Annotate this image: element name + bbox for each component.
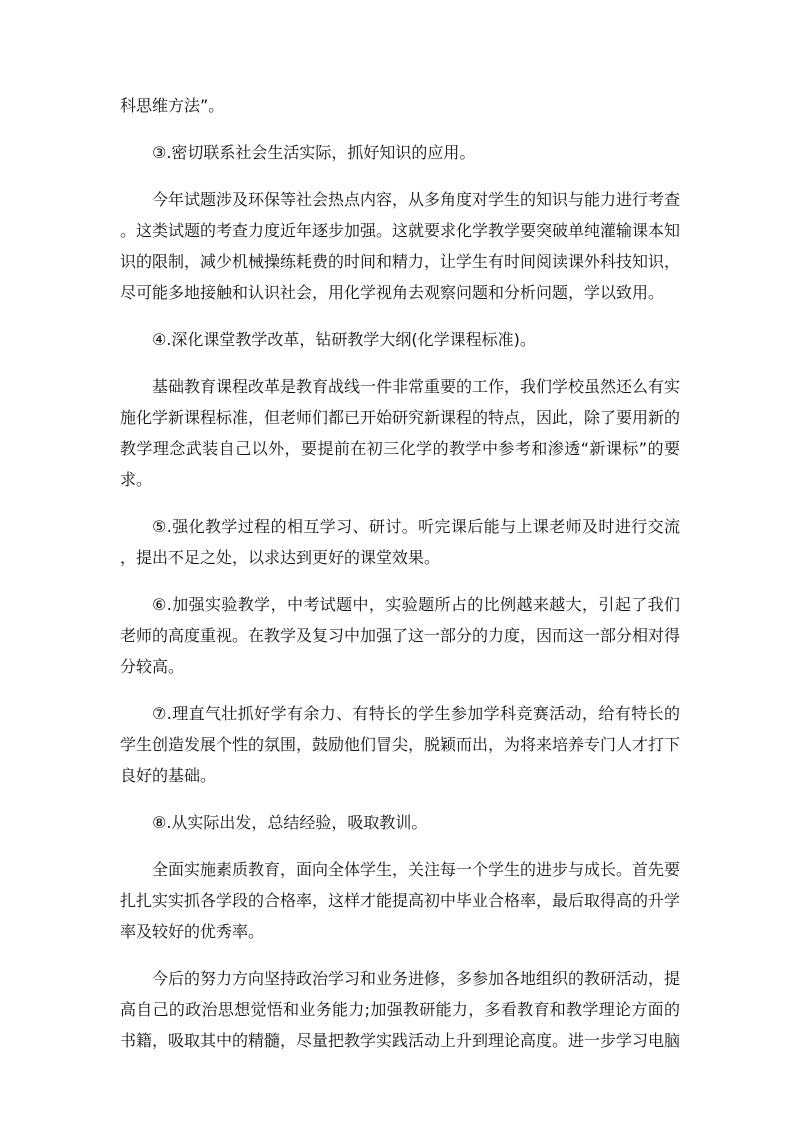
paragraph-item-3-body: 今年试题涉及环保等社会热点内容，从多角度对学生的知识与能力进行考查。这类试题的考查力度近年逐步加强。这就要求化学教学要突破单纯灌输课本知识的限制，减少机械操练耗费的时间和精力，让学生有时间阅读课外科技知识，尽可能多地接触和认识社会，用化学视角去观察问题和分析问题，学以致用。 — [120, 190, 681, 302]
paragraph-item-6: ⑥.加强实验教学，中考试题中，实验题所占的比例越来越大，引起了我们老师的高度重视。在教学及复习中加强了这一部分的力度，因而这一部分相对得分较高。 — [120, 595, 681, 676]
paragraph-future-direction: 今后的努力方向坚持政治学习和业务进修，多参加各地组织的教研活动，提高自己的政治思想觉悟和业务能力;加强教研能力，多看教育和教学理论方面的书籍，吸取其中的精髓，尽量把教学实践活动上升到理论高度。进一步学习电脑 — [120, 969, 681, 1050]
paragraph-item-4-heading: ④.深化课堂教学改革，钻研教学大纲(化学课程标准)。 — [152, 330, 536, 349]
paragraph-item-4-body: 基础教育课程改革是教育战线一件非常重要的工作，我们学校虽然还么有实施化学新课程标准，但老师们都已开始研究新课程的特点，因此，除了要用新的教学理念武装自己以外，要提前在初三化学的教学中参考和渗透“新课标”的要求。 — [120, 377, 681, 489]
document-body — [120, 90, 680, 1072]
paragraph-item-3-heading: ③.密切联系社会生活实际，抓好知识的应用。 — [152, 143, 476, 162]
paragraph-item-7: ⑦.理直气壮抓好学有余力、有特长的学生参加学科竞赛活动，给有特长的学生创造发展个性的氛围，鼓励他们冒尖，脱颖而出，为将来培养专门人才打下良好的基础。 — [120, 704, 681, 785]
paragraph-continuation: 科思维方法”。 — [120, 96, 225, 115]
paragraph-item-8-body: 全面实施素质教育，面向全体学生，关注每一个学生的进步与成长。首先要扎扎实实抓各学段的合格率，这样才能提高初中毕业合格率，最后取得高的升学率及较好的优秀率。 — [120, 860, 681, 941]
paragraph-item-5: ⑤.强化教学过程的相互学习、研讨。听完课后能与上课老师及时进行交流，提出不足之处，以求达到更好的课堂效果。 — [120, 517, 680, 567]
paragraph-item-8-heading: ⑧.从实际出发，总结经验，吸取教训。 — [152, 813, 428, 832]
